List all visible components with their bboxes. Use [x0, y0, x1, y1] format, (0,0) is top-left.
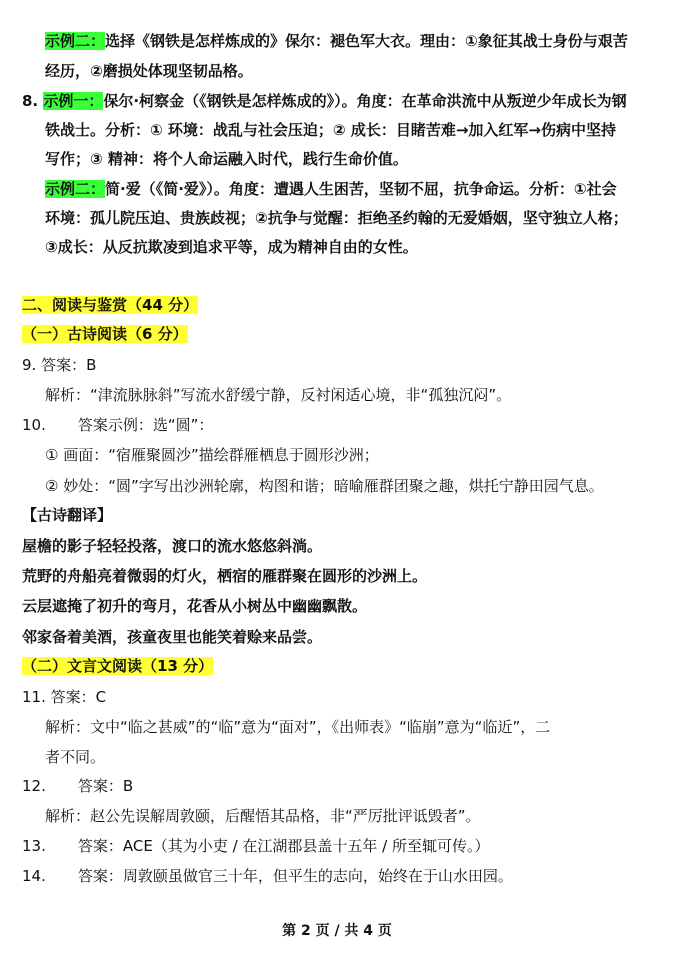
question-11-analysis: 解析：文中“临之甚威”的“临”意为“面对”，《出师表》“临崩”意为“临近”，二 [45, 718, 551, 736]
example-line [45, 31, 628, 51]
question-number: 10. [22, 416, 46, 434]
example-tag: 示例二： [45, 32, 106, 50]
subsection-heading: （一）古诗阅读（6 分） [22, 325, 188, 343]
example-text: 选择《钢铁是怎样炼成的》保尔：褪色军大衣。理由：①象征其战士身份与艰苦 [105, 32, 628, 50]
translation-line: 屋檐的影子轻轻投落，渡口的流水悠悠斜淌。 [22, 537, 323, 555]
question-number: 14. [22, 867, 46, 885]
answer-text: 答案：B [77, 777, 134, 795]
question-9-analysis: 解析：“津流脉脉斜”写流水舒缓宁静，反衬闲适心境，非“孤独沉闷”。 [45, 386, 512, 404]
example-text: ③成长：从反抗欺凌到追求平等，成为精神自由的女性。 [45, 238, 418, 256]
page-footer: 第 2 页 / 共 4 页 [282, 923, 392, 939]
question-number: 12. [22, 777, 46, 795]
question-12-line [22, 776, 133, 796]
translation-line: 邻家备着美酒，孩童夜里也能笑着赊来品尝。 [22, 628, 323, 646]
subsection-heading: （二）文言文阅读（13 分） [22, 657, 214, 675]
question-10-line [22, 415, 213, 435]
question-12-analysis: 解析：赵公先误解周敦颐，后醒悟其品格，非“严厉批评诋毁者”。 [45, 807, 481, 825]
question-number: 13. [22, 837, 46, 855]
answer-item: ① 画面：“宿雁聚圆沙”描绘群雁栖息于圆形沙洲； [45, 446, 379, 464]
example-text: 铁战士。分析：① 环境：战乱与社会压迫；② 成长：目睹苦难→加入红军→伤病中坚持 [45, 121, 616, 139]
question-9-answer: 9. 答案：B [22, 356, 97, 374]
question-number: 8. [22, 92, 39, 110]
question-13-line [22, 836, 490, 856]
example-text: 简·爱（《简·爱》）。角度：遭遇人生困苦，坚韧不屈，抗争命运。分析：①社会 [105, 180, 617, 198]
translation-heading: 【古诗翻译】 [22, 506, 113, 524]
answer-item: ② 妙处：“圆”字写出沙洲轮廓，构图和谐；暗喻雁群团聚之趣，烘托宁静田园气息。 [45, 477, 604, 495]
question-11-analysis: 者不同。 [45, 748, 106, 766]
answer-text: 答案示例：选“圆”： [77, 416, 214, 434]
example-text: 写作；③ 精神：将个人命运融入时代，践行生命价值。 [45, 150, 408, 168]
question-8-line [22, 91, 627, 111]
question-14-line [22, 866, 513, 886]
translation-line: 云层遮掩了初升的弯月，花香从小树丛中幽幽飘散。 [22, 597, 368, 615]
example-line [45, 179, 617, 199]
example-tag: 示例一： [43, 92, 104, 110]
section-heading: 二、阅读与鉴赏（44 分） [22, 296, 199, 314]
answer-text: 答案：ACE（其为小吏 / 在江湖郡县盖十五年 / 所至辄可传。） [77, 837, 490, 855]
question-11-answer: 11. 答案：C [22, 688, 107, 706]
example-text: 保尔·柯察金（《钢铁是怎样炼成的》）。角度：在革命洪流中从叛逆少年成长为钢 [103, 92, 627, 110]
example-text: 环境：孤儿院压迫、贵族歧视；②抗争与觉醒：拒绝圣约翰的无爱婚姻，坚守独立人格； [45, 209, 628, 227]
translation-line: 荒野的舟船亮着微弱的灯火，栖宿的雁群聚在圆形的沙洲上。 [22, 567, 428, 585]
answer-text: 答案：周敦颐虽做官三十年，但平生的志向，始终在于山水田园。 [77, 867, 513, 885]
example-tag: 示例二： [45, 180, 106, 198]
example-text: 经历，②磨损处体现坚韧品格。 [45, 62, 253, 80]
